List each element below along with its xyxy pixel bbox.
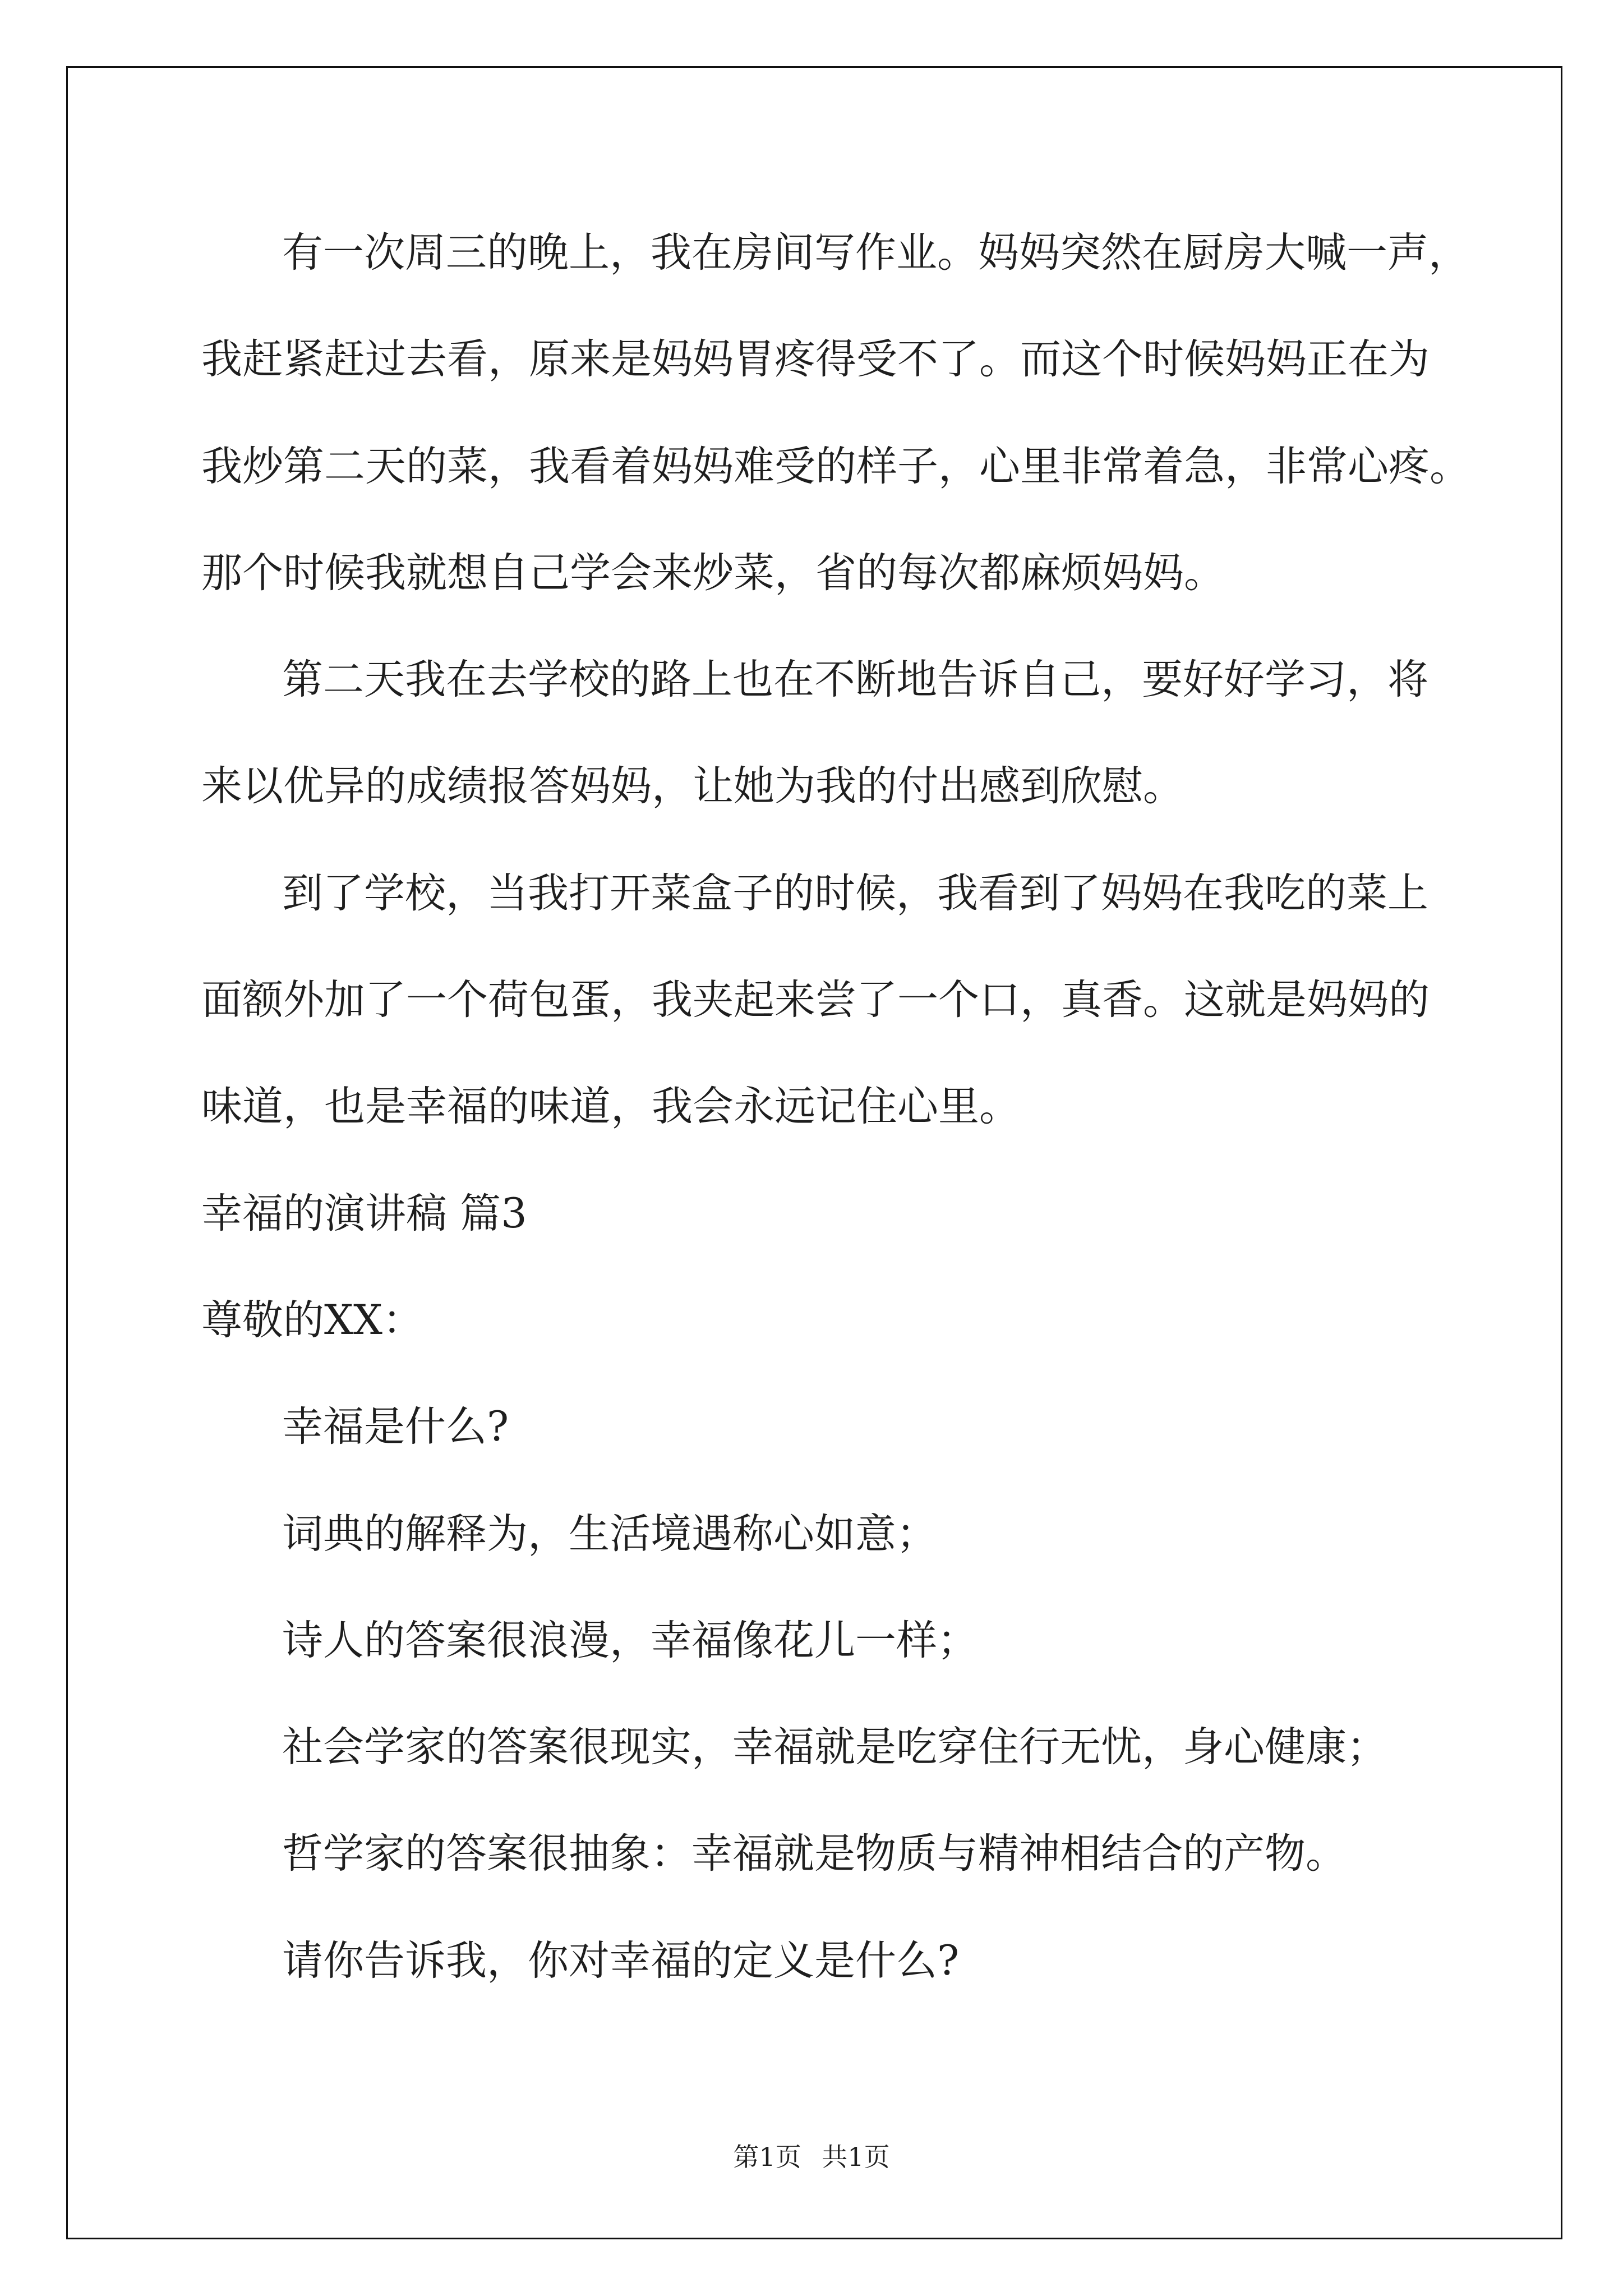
paragraph: [201, 1374, 1536, 1480]
text-line: 请你告诉我，你对幸福的定义是什么?: [282, 1936, 960, 1985]
text-line: 哲学家的答案很抽象：幸福就是物质与精神相结合的产物。: [282, 1830, 1347, 1878]
paragraph: [201, 1694, 1536, 1801]
paragraph: [201, 840, 1536, 1161]
paragraph: [201, 200, 1536, 627]
text-line: 到了学校，当我打开菜盒子的时候，我看到了妈妈在我吃的菜上: [282, 869, 1428, 917]
text-line: 幸福是什么?: [282, 1403, 509, 1451]
text-line: 来以优异的成绩报答妈妈，让她为我的付出感到欣慰。: [201, 762, 1184, 811]
page-footer: 第1页 共1页: [733, 2142, 890, 2172]
text-line: 诗人的答案很浪漫，幸福像花儿一样；: [282, 1616, 978, 1664]
text-line: 那个时候我就想自己学会来炒菜，省的每次都麻烦妈妈。: [201, 549, 1225, 597]
paragraph: [201, 1588, 1536, 1694]
text-line: 我赶紧赶过去看，原来是妈妈胃疼得受不了。而这个时候妈妈正在为: [201, 335, 1430, 384]
text-line: 我炒第二天的菜，我看着妈妈难受的样子，心里非常着急，非常心疼。: [201, 442, 1470, 490]
text-line: 社会学家的答案很现实，幸福就是吃穿住行无忧，身心健康；: [282, 1723, 1387, 1772]
text-line: 有一次周三的晚上，我在房间写作业。妈妈突然在厨房大喊一声，: [282, 229, 1469, 277]
paragraph: [201, 627, 1536, 840]
paragraph: [201, 1801, 1536, 1907]
heading-text: 幸福的演讲稿 篇3: [201, 1189, 527, 1237]
paragraph: [201, 1908, 1536, 2014]
text-line: 第二天我在去学校的路上也在不断地告诉自己，要好好学习，将: [282, 656, 1428, 704]
paragraph: [201, 1481, 1536, 1588]
salutation: [201, 1267, 1536, 1374]
section-heading: [201, 1161, 1536, 1267]
text-line: 词典的解释为，生活境遇称心如意；: [282, 1510, 937, 1558]
salutation-text: 尊敬的XX：: [201, 1296, 423, 1344]
text-line: 味道，也是幸福的味道，我会永远记住心里。: [201, 1083, 1020, 1131]
text-line: 面额外加了一个荷包蛋，我夹起来尝了一个口，真香。这就是妈妈的: [201, 976, 1430, 1024]
document-body: [201, 200, 1536, 2014]
